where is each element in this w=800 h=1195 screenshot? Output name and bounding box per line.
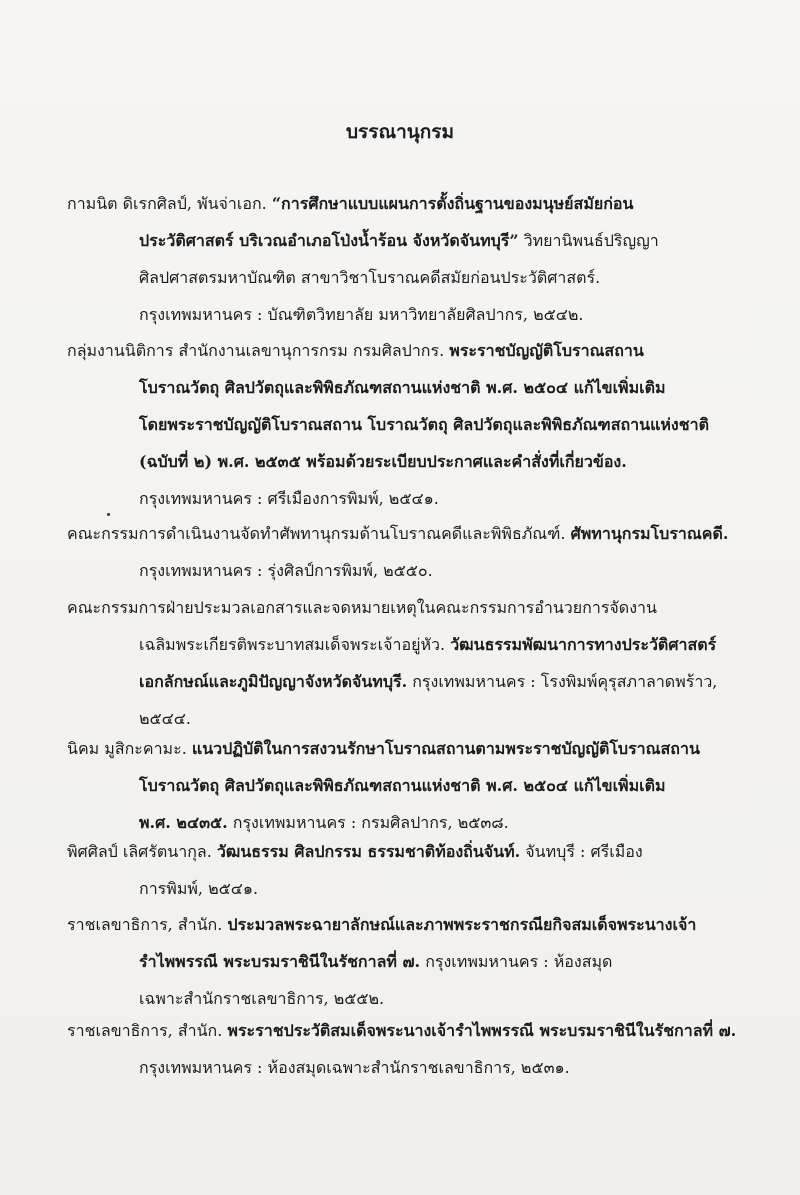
entry-line [67,222,707,259]
entry-line [67,185,707,222]
entry-line [67,369,707,406]
entry-line [67,589,707,626]
bold-title: เอกลักษณ์และภูมิปัญญาจังหวัดจันทบุรี. [139,672,408,691]
entry-line [67,943,707,980]
bold-title: วัฒนธรรม ศิลปกรรม ธรรมชาติท้องถิ่นจันท์. [216,842,521,861]
plain-text: นิคม มูสิกะคามะ. [67,739,192,758]
bibliography-entry [67,833,707,907]
plain-text: กรุงเทพมหานคร : ศรีเมืองการพิมพ์, ๒๕๔๑. [139,489,439,508]
bold-title: แนวปฏิบัติในการสงวนรักษาโบราณสถานตามพระราชบัญญัติโบราณสถาน [191,739,700,758]
entry-line [67,626,717,663]
plain-text: กรุงเทพมหานคร : รุ่งศิลป์การพิมพ์, ๒๕๕๐. [139,561,433,580]
bold-title: พ.ศ. ๒๔๓๕. [139,813,228,832]
bibliography-entry [67,730,707,841]
plain-text: เฉพาะสำนักราชเลขาธิการ, ๒๕๕๒. [139,989,385,1008]
bibliography-entry [67,1012,737,1086]
bold-title: โบราณวัตถุ ศิลปวัตถุและพิพิธภัณฑสถานแห่งชาติ พ.ศ. ๒๕๐๔ แก้ไขเพิ่มเติม [139,776,666,795]
plain-text: คณะกรรมการดำเนินงานจัดทำศัพทานุกรมด้านโบราณคดีและพิพิธภัณฑ์. [67,524,571,543]
entry-line [67,833,707,870]
bold-title: โบราณวัตถุ ศิลปวัตถุและพิพิธภัณฑสถานแห่งชาติ พ.ศ. ๒๕๐๔ แก้ไขเพิ่มเติม [139,378,666,397]
bold-title: โดยพระราชบัญญัติโบราณสถาน โบราณวัตถุ ศิลปวัตถุและพิพิธภัณฑสถานแห่งชาติ [139,415,709,434]
plain-text: กรุงเทพมหานคร : ห้องสมุด [420,952,613,971]
plain-text: ราชเลขาธิการ, สำนัก. [67,915,228,934]
entry-line [67,332,707,369]
entry-line [67,906,707,943]
bold-title: พระราชประวัติสมเด็จพระนางเจ้ารำไพพรรณี พระบรมราชินีในรัชกาลที่ ๗. [227,1021,737,1040]
plain-text: ราชเลขาธิการ, สำนัก. [67,1021,228,1040]
plain-text: กรุงเทพมหานคร : โรงพิมพ์คุรุสภาลาดพร้าว, [407,672,718,691]
entry-line [67,767,707,804]
plain-text: วิทยานิพนธ์ปริญญา [518,231,659,250]
entry-line [67,730,707,767]
entry-line [67,296,707,333]
bibliography-entry [67,589,718,737]
bibliography-entry [67,185,707,333]
print-speck [107,513,110,516]
bold-title: ศัพทานุกรมโบราณคดี. [570,524,729,543]
bold-title: “การศึกษาแบบแผนการตั้งถิ่นฐานของมนุษย์สมัยก่อน [271,194,634,213]
plain-text: คณะกรรมการฝ่ายประมวลเอกสารและจดหมายเหตุในคณะกรรมการอำนวยการจัดงาน [67,598,657,617]
bold-title: พระราชบัญญัติโบราณสถาน [449,341,644,360]
plain-text: กรุงเทพมหานคร : ห้องสมุดเฉพาะสำนักราชเลขาธิการ, ๒๕๓๑. [139,1058,570,1077]
entry-line [67,406,707,443]
entry-line [67,870,707,907]
plain-text: ๒๕๔๔. [139,709,191,728]
entry-line [67,480,707,517]
bold-title: วัฒนธรรมพัฒนาการทางประวัติศาสตร์ [450,635,717,654]
entry-line [67,443,707,480]
plain-text: กรุงเทพมหานคร : บัณฑิตวิทยาลัย มหาวิทยาลัยศิลปากร, ๒๕๔๒. [139,305,584,324]
plain-text: กามนิต ดิเรกศิลป์, พันจ่าเอก. [67,194,272,213]
entry-line [67,259,707,296]
entry-line [67,663,718,700]
plain-text: จันทบุรี : ศรีเมือง [520,842,643,861]
plain-text: กลุ่มงานนิติการ สำนักงานเลขานุการกรม กรมศิลปากร. [67,341,450,360]
bibliography-entry [67,906,707,1017]
plain-text: เฉลิมพระเกียรติพระบาทสมเด็จพระเจ้าอยู่หัว. [139,635,451,654]
page-title: บรรณานุกรม [346,121,454,143]
bold-title: (ฉบับที่ ๒) พ.ศ. ๒๕๓๕ พร้อมด้วยระเบียบประกาศและคำสั่งที่เกี่ยวข้อง. [139,452,627,471]
plain-text: กรุงเทพมหานคร : กรมศิลปากร, ๒๕๓๘. [227,813,509,832]
plain-text: พิศศิลป์ เลิศรัตนากุล. [67,842,217,861]
plain-text: ศิลปศาสตรมหาบัณฑิต สาขาวิชาโบราณคดีสมัยก่อนประวัติศาสตร์. [139,268,601,287]
bibliography-entry [67,515,729,589]
plain-text: การพิมพ์, ๒๕๔๑. [139,879,259,898]
bold-title: ประวัติศาสตร์ บริเวณอำเภอโป่งน้ำร้อน จังหวัดจันทบุรี” [139,231,519,250]
bold-title: ประมวลพระฉายาลักษณ์และภาพพระราชกรณียกิจสมเด็จพระนางเจ้า [227,915,697,934]
entry-line [67,515,729,552]
bibliography-entry [67,332,707,517]
entry-line [67,552,707,589]
entry-line [67,1012,737,1049]
entry-line [67,1049,707,1086]
bold-title: รำไพพรรณี พระบรมราชินีในรัชกาลที่ ๗. [139,952,421,971]
